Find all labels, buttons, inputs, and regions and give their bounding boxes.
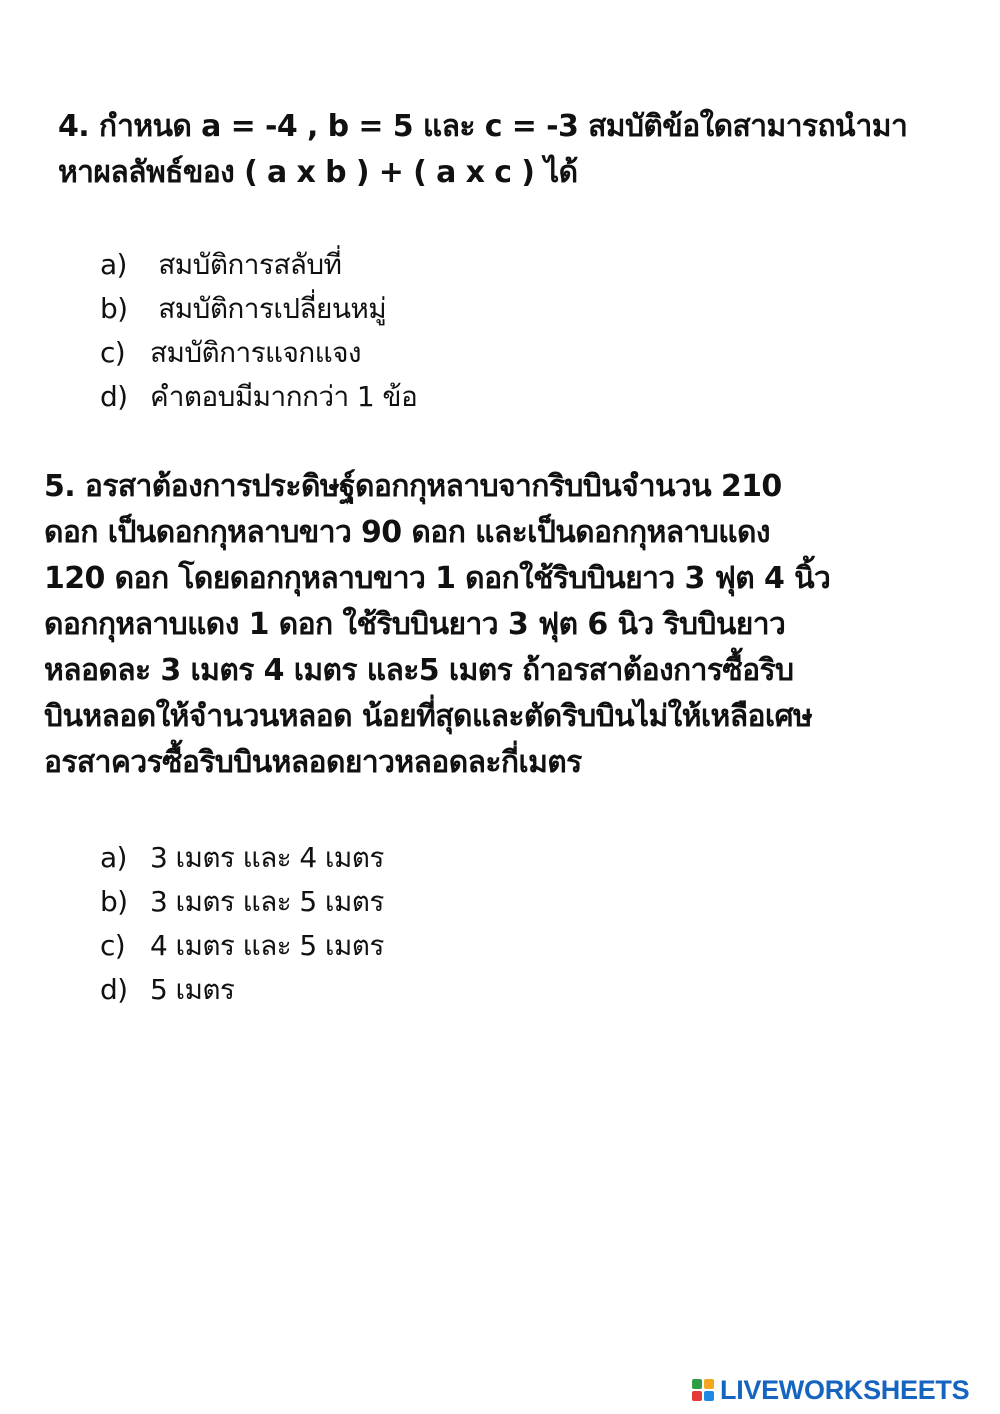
option-text: สมบัติการแจกแจง [150, 336, 361, 369]
question-4-option-d[interactable] [100, 375, 417, 419]
option-text: สมบัติการเปลี่ยนหมู่ [150, 292, 387, 325]
question-5-line: ดอก เป็นดอกกุหลาบขาว 90 ดอก และเป็นดอกกุหลาบแดง [44, 515, 770, 550]
question-4-line: 4. กำหนด a = -4 , b = 5 และ c = -3 สมบัติข้อใดสามารถนำมา [58, 109, 908, 144]
question-5-option-c[interactable] [100, 924, 384, 968]
option-text: 5 เมตร [150, 973, 235, 1006]
liveworksheets-logo-icon [692, 1379, 714, 1401]
option-text: 3 เมตร และ 5 เมตร [150, 885, 384, 918]
question-5-option-d[interactable] [100, 968, 384, 1012]
liveworksheets-logo [692, 1376, 969, 1404]
question-4-line: หาผลลัพธ์ของ ( a x b ) + ( a x c ) ได้ [58, 155, 578, 190]
option-text: สมบัติการสลับที่ [150, 248, 342, 281]
option-text: 3 เมตร และ 4 เมตร [150, 841, 384, 874]
question-5-line: ดอกกุหลาบแดง 1 ดอก ใช้ริบบินยาว 3 ฟุต 6 นิว ริบบินยาว [44, 607, 786, 642]
option-letter: d) [100, 380, 128, 413]
question-4-options [100, 243, 417, 419]
option-text: คำตอบมีมากกว่า 1 ข้อ [150, 380, 418, 413]
question-5-line: 120 ดอก โดยดอกกุหลาบขาว 1 ดอกใช้ริบบินยาว 3 ฟุต 4 นิ้ว [44, 561, 831, 596]
option-letter: d) [100, 973, 128, 1006]
question-5-line: บินหลอดให้จำนวนหลอด น้อยที่สุดและตัดริบบินไม่ให้เหลือเศษ [44, 699, 813, 734]
option-letter: a) [100, 841, 127, 874]
question-5-line: 5. อรสาต้องการประดิษฐ์ดอกกุหลาบจากริบบินจำนวน 210 [44, 469, 782, 504]
question-5-text [44, 464, 830, 786]
option-letter: c) [100, 336, 126, 369]
question-5-line: หลอดละ 3 เมตร 4 เมตร และ5 เมตร ถ้าอรสาต้องการซื้อริบ [44, 653, 794, 688]
question-4-option-b[interactable] [100, 287, 417, 331]
question-5-option-b[interactable] [100, 880, 384, 924]
option-text: 4 เมตร และ 5 เมตร [150, 929, 384, 962]
question-5-options [100, 836, 384, 1012]
question-4-option-c[interactable] [100, 331, 417, 375]
option-letter: b) [100, 292, 128, 325]
logo-text: LIVEWORKSHEETS [720, 1374, 970, 1405]
option-letter: a) [100, 248, 127, 281]
question-5-line: อรสาควรซื้อริบบินหลอดยาวหลอดละกี่เมตร [44, 745, 582, 780]
question-4-text [58, 104, 907, 196]
option-letter: b) [100, 885, 128, 918]
option-letter: c) [100, 929, 126, 962]
question-4-option-a[interactable] [100, 243, 417, 287]
question-5-option-a[interactable] [100, 836, 384, 880]
